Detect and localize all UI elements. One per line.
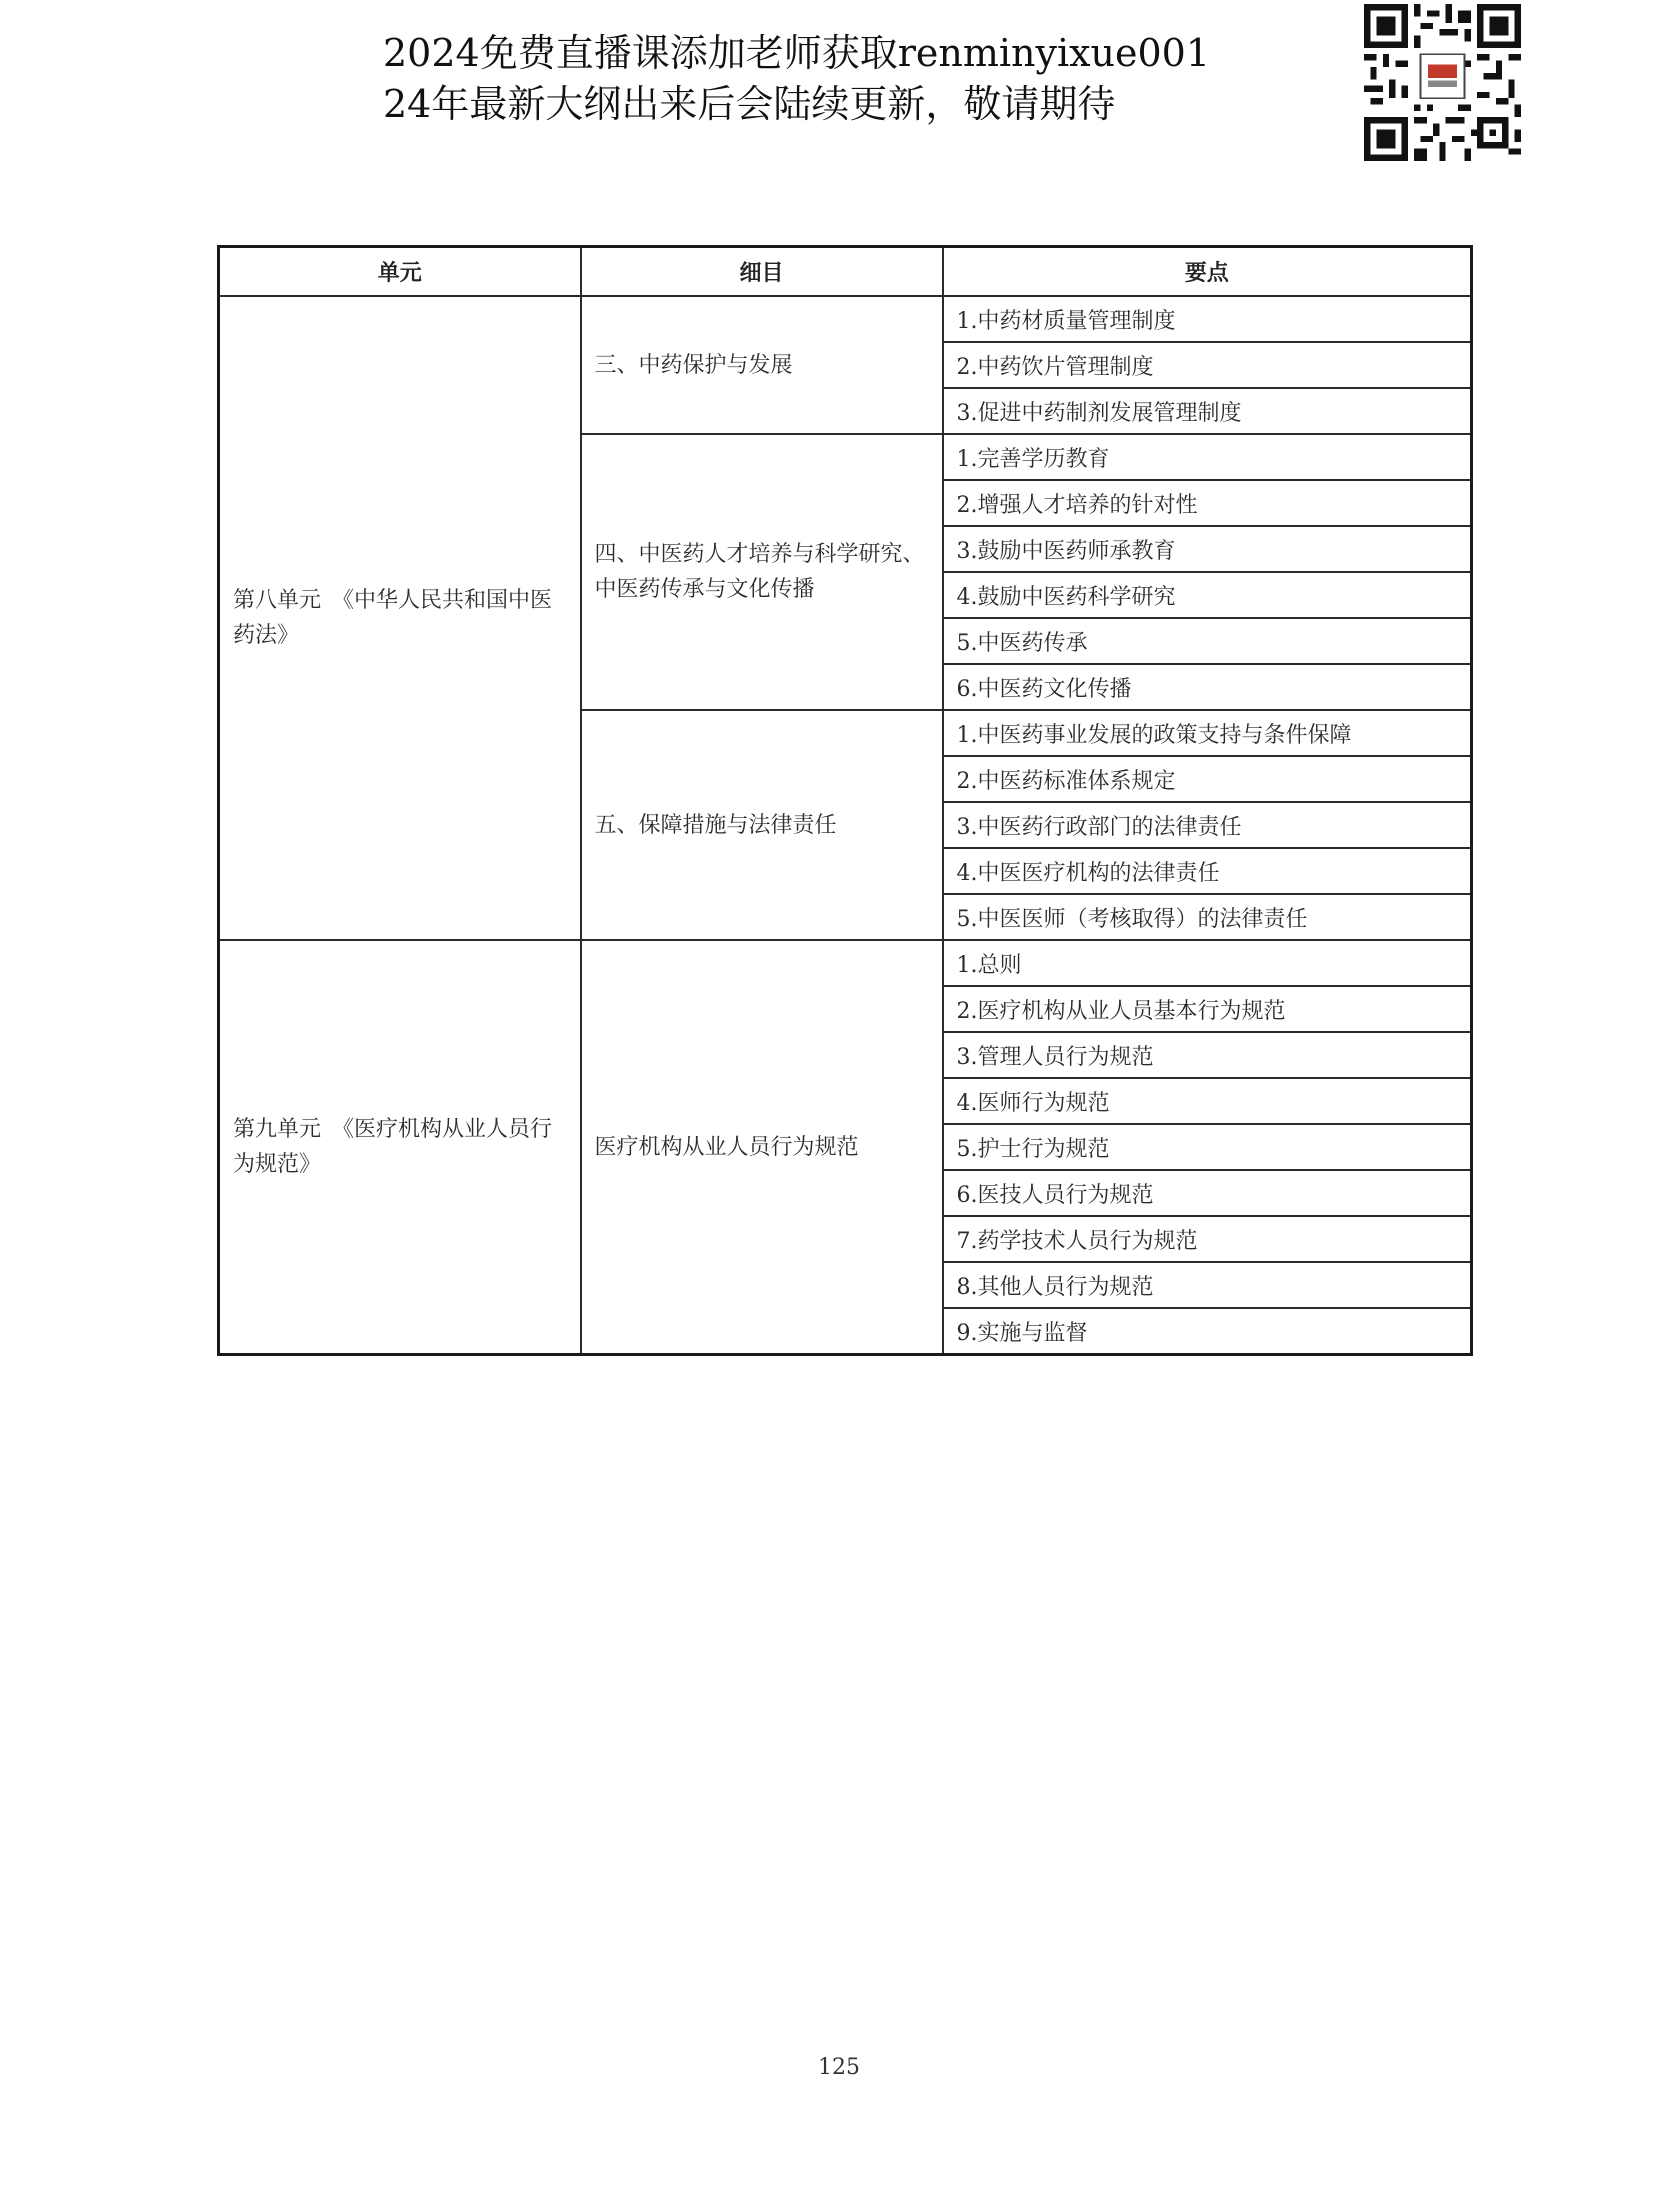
point-cell: 5.护士行为规范 (943, 1124, 1472, 1170)
point-cell: 9.实施与监督 (943, 1308, 1472, 1355)
point-cell: 1.完善学历教育 (943, 434, 1472, 480)
unit-cell: 第九单元 《医疗机构从业人员行为规范》 (219, 940, 581, 1355)
point-cell: 1.中医药事业发展的政策支持与条件保障 (943, 710, 1472, 756)
point-cell: 7.药学技术人员行为规范 (943, 1216, 1472, 1262)
point-cell: 3.鼓励中医药师承教育 (943, 526, 1472, 572)
point-cell: 5.中医药传承 (943, 618, 1472, 664)
point-cell: 3.管理人员行为规范 (943, 1032, 1472, 1078)
header-points: 要点 (943, 247, 1472, 297)
table-row (219, 940, 1472, 986)
syllabus-table (217, 245, 1473, 1356)
point-cell: 3.中医药行政部门的法律责任 (943, 802, 1472, 848)
point-cell: 3.促进中药制剂发展管理制度 (943, 388, 1472, 434)
promo-header (383, 28, 1210, 130)
point-cell: 1.中药材质量管理制度 (943, 296, 1472, 342)
page-number: 125 (818, 2055, 860, 2080)
point-cell: 2.中医药标准体系规定 (943, 756, 1472, 802)
qr-code-icon (1364, 4, 1521, 161)
section-cell: 五、保障措施与法律责任 (581, 710, 943, 940)
promo-line-1: 2024免费直播课添加老师获取renminyixue001 (383, 31, 1211, 75)
point-cell: 2.中药饮片管理制度 (943, 342, 1472, 388)
point-cell: 8.其他人员行为规范 (943, 1262, 1472, 1308)
section-cell: 三、中药保护与发展 (581, 296, 943, 434)
point-cell: 4.鼓励中医药科学研究 (943, 572, 1472, 618)
section-cell: 医疗机构从业人员行为规范 (581, 940, 943, 1355)
point-cell: 6.医技人员行为规范 (943, 1170, 1472, 1216)
table-header-row (219, 247, 1472, 297)
unit-cell: 第八单元 《中华人民共和国中医药法》 (219, 296, 581, 940)
point-cell: 2.增强人才培养的针对性 (943, 480, 1472, 526)
point-cell: 4.中医医疗机构的法律责任 (943, 848, 1472, 894)
header-unit: 单元 (219, 247, 581, 297)
section-cell: 四、中医药人才培养与科学研究、中医药传承与文化传播 (581, 434, 943, 710)
table-row (219, 296, 1472, 342)
promo-line-2: 24年最新大纲出来后会陆续更新，敬请期待 (383, 82, 1116, 126)
header-section: 细目 (581, 247, 943, 297)
point-cell: 1.总则 (943, 940, 1472, 986)
point-cell: 2.医疗机构从业人员基本行为规范 (943, 986, 1472, 1032)
point-cell: 6.中医药文化传播 (943, 664, 1472, 710)
point-cell: 4.医师行为规范 (943, 1078, 1472, 1124)
point-cell: 5.中医医师（考核取得）的法律责任 (943, 894, 1472, 940)
